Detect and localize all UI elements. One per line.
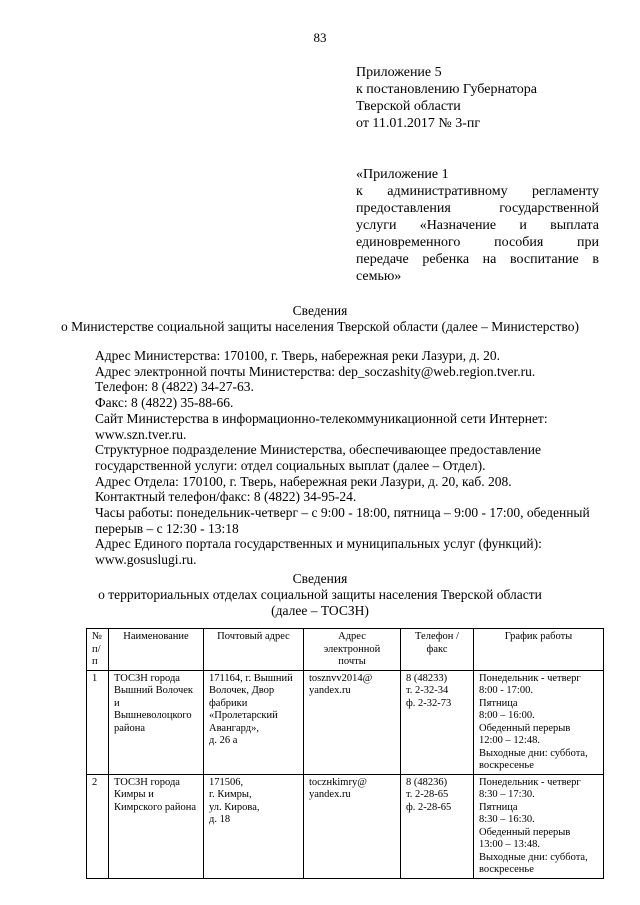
tozn-subtitle: о территориальных отделах социальной защиты населения Тверской области (98, 587, 542, 602)
appendix5-heading (356, 64, 537, 132)
appendix1-line: передаче ребенка на воспитание в (356, 252, 599, 267)
appendix5-line: к постановлению Губернатора (356, 82, 537, 97)
working-hours: Часы работы: понедельник-четверг – с 9:00 - 18:00, пятница – 9:00 - 17:00, обеденный (95, 505, 590, 521)
tozn-title: Сведения (292, 571, 348, 586)
header-address: Почтовый адрес (204, 629, 304, 671)
appendix5-line: Приложение 5 (356, 65, 442, 80)
ministry-subtitle: о Министерстве социальной защиты населения Тверской области (далее – Министерство) (61, 319, 579, 334)
appendix5-line: от 11.01.2017 № 3-пг (356, 116, 481, 131)
appendix1-line: единовременного пособия при (356, 235, 599, 250)
cell-address: 171164, г. Вышний Волочек, Двор фабрики «Пролетарский Авангард», д. 26 а (204, 670, 304, 774)
table-header-row (87, 629, 604, 671)
ministry-email: Адрес электронной почты Министерства: dep_soczashity@web.region.tver.ru. (95, 363, 536, 379)
header-email: Адрес электронной почты (304, 629, 401, 671)
cell-email: toczнkimry@ yandex.ru (304, 774, 401, 878)
appendix1-line: предоставления государственной (356, 201, 599, 216)
tozn-subtitle-abbrev: (далее – ТОСЗН) (271, 603, 369, 618)
cell-address: 171506, г. Кимры, ул. Кирова, д. 18 (204, 774, 304, 878)
appendix1-line: «Приложение 1 (356, 167, 449, 182)
ministry-website: www.szn.tver.ru. (95, 426, 187, 442)
table-row (87, 670, 604, 774)
cell-schedule: Понедельник - четверг 8:30 – 17:30. Пятница 8:30 – 16:30. Обеденный перерыв 13:00 – 13:48. Выходные дни: суббота, воскресенье (474, 774, 604, 878)
department-phone: Контактный телефон/факс: 8 (4822) 34-95-24. (95, 489, 357, 505)
appendix5-line: Тверской области (356, 99, 461, 114)
appendix1-line: услуги «Назначение и выплата (356, 218, 599, 233)
ministry-fax: Факс: 8 (4822) 35-88-66. (95, 395, 234, 411)
appendix1-line: семью» (356, 269, 402, 284)
cell-name: ТОСЗН города Вышний Волочек и Вышневолоцкого района (109, 670, 204, 774)
ministry-address: Адрес Министерства: 170100, г. Тверь, набережная реки Лазури, д. 20. (95, 348, 500, 363)
portal-label: Адрес Единого портала государственных и муниципальных услуг (функций): (95, 536, 542, 552)
header-name: Наименование (109, 629, 204, 671)
cell-email: tosznvv2014@ yandex.ru (304, 670, 401, 774)
department-address: Адрес Отдела: 170100, г. Тверь, набережная реки Лазури, д. 20, каб. 208. (95, 473, 512, 489)
header-num: № п/ п (87, 629, 109, 671)
ministry-website-label: Сайт Министерства в информационно-телекоммуникационной сети Интернет: (95, 410, 548, 426)
department-name: государственной услуги: отдел социальных выплат (далее – Отдел). (95, 457, 486, 473)
appendix1-heading (356, 166, 599, 285)
cell-phone: 8 (48233) т. 2-32-34 ф. 2-32-73 (401, 670, 474, 774)
ministry-phone: Телефон: 8 (4822) 34-27-63. (95, 379, 254, 395)
header-schedule: График работы (474, 629, 604, 671)
appendix1-line: к административному регламенту (356, 184, 599, 199)
ministry-info (95, 348, 615, 568)
cell-num: 2 (87, 774, 109, 878)
department-intro: Структурное подразделение Министерства, обеспечивающее предоставление (95, 442, 541, 458)
lunch-break: перерыв – с 12:30 - 13:18 (95, 520, 239, 536)
page-number: 83 (313, 30, 327, 45)
cell-name: ТОСЗН города Кимры и Кимрского района (109, 774, 204, 878)
offices-table (86, 628, 604, 879)
table-row (87, 774, 604, 878)
header-phone: Телефон / факс (401, 629, 474, 671)
cell-num: 1 (87, 670, 109, 774)
cell-schedule: Понедельник - четверг 8:00 - 17:00. Пятница 8:00 – 16:00. Обеденный перерыв 12:00 – 12:48. Выходные дни: суббота, воскресенье (474, 670, 604, 774)
ministry-title: Сведения (292, 303, 348, 318)
cell-phone: 8 (48236) т. 2-28-65 ф. 2-28-65 (401, 774, 474, 878)
portal-url: www.gosuslugi.ru. (95, 552, 197, 568)
